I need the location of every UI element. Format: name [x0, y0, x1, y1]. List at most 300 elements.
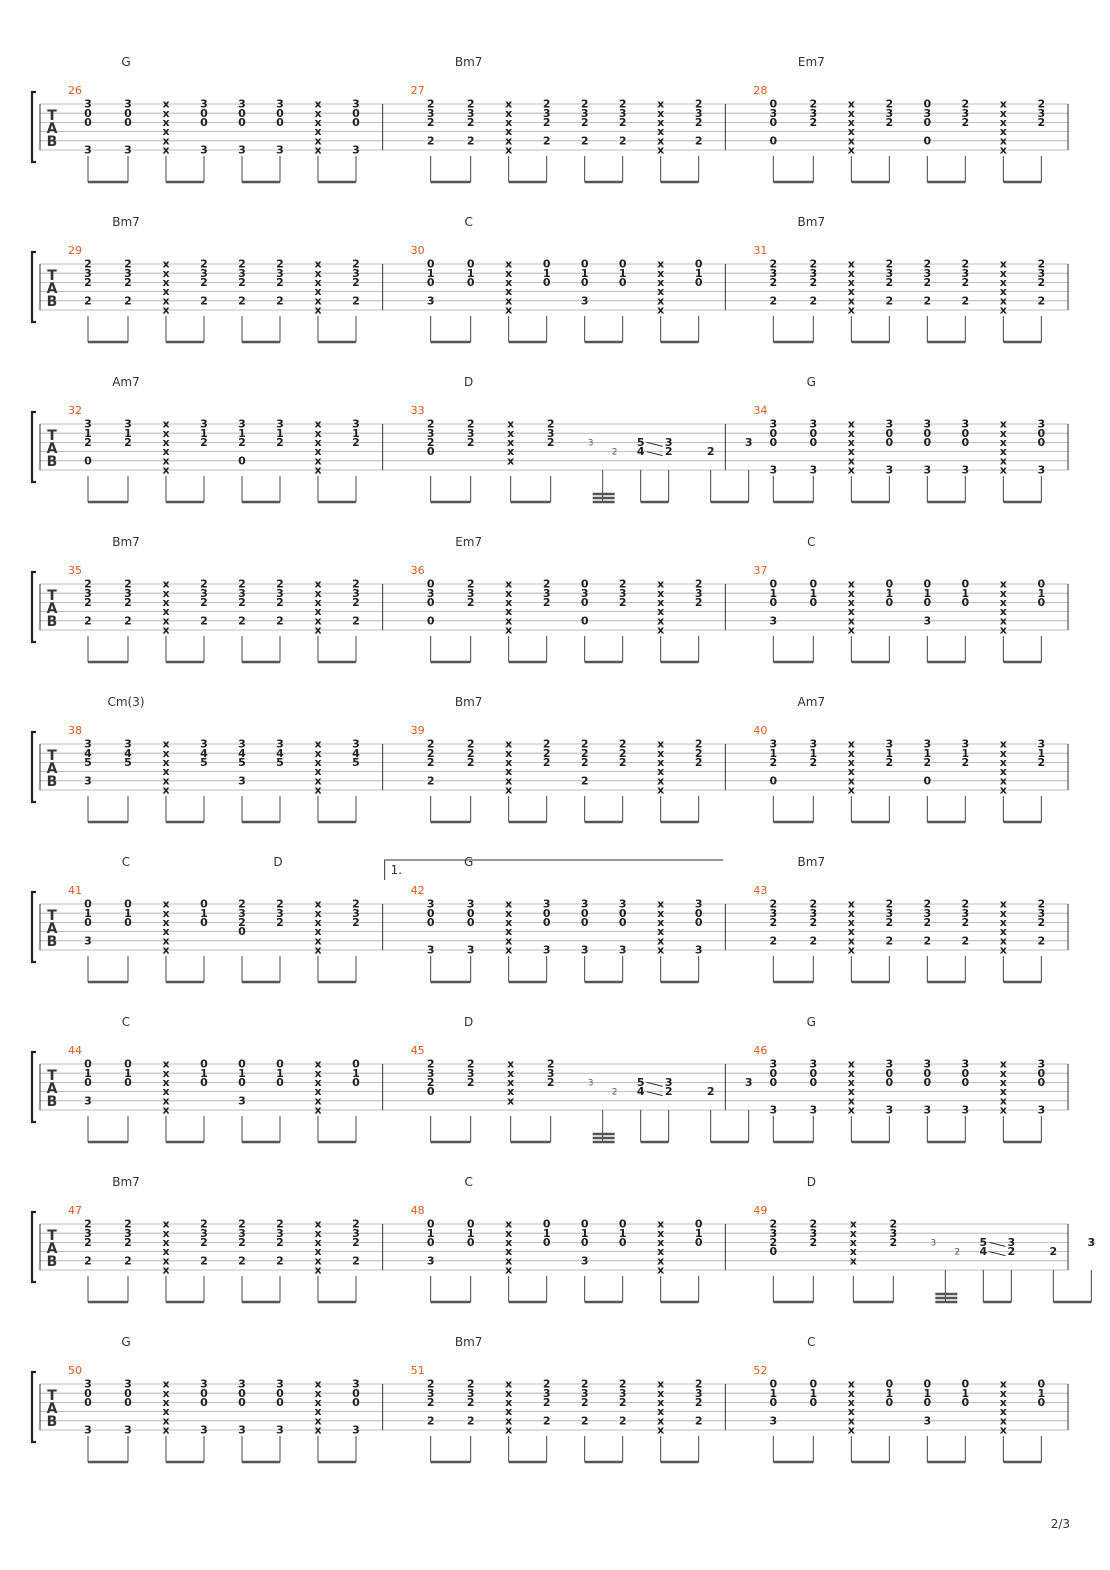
measure-number: 34 [753, 404, 768, 417]
tab-fret: 2 [961, 294, 970, 308]
tab-fret: 2 [809, 276, 818, 289]
tab-fret: 0 [542, 1236, 551, 1249]
tab-fret: 0 [694, 916, 703, 929]
tab-clef-letter: B [46, 774, 58, 790]
muted-note: x [162, 436, 170, 449]
tab-fret: 0 [580, 257, 589, 271]
muted-note: x [507, 445, 515, 459]
tab-fret: 3 [352, 1423, 360, 1437]
tab-fret: 2 [580, 774, 589, 788]
tab-fret: 2 [542, 1414, 551, 1428]
tab-fret: 3 [124, 1377, 132, 1391]
muted-note: x [314, 1414, 322, 1428]
tab-fret: 2 [1037, 276, 1046, 289]
tab-fret: 2 [809, 897, 818, 911]
muted-note: x [999, 294, 1007, 308]
tab-fret: 3 [1037, 417, 1046, 431]
tab-fret: 0 [961, 1396, 970, 1409]
muted-note: x [505, 943, 513, 957]
muted-note: x [314, 577, 322, 591]
tab-fret: 3 [238, 97, 246, 111]
measure-number: 28 [753, 84, 768, 97]
tab-fret: 3 [769, 1103, 778, 1117]
muted-note: x [162, 1263, 170, 1277]
muted-note: x [657, 1245, 665, 1259]
muted-note: x [847, 1094, 855, 1108]
measure-number: 27 [410, 84, 425, 97]
tab-fret: 3 [618, 586, 627, 600]
tab-fret: 0 [84, 454, 92, 468]
muted-note: x [847, 577, 855, 591]
tab-fret: 5 [124, 756, 132, 769]
muted-note: x [162, 1245, 170, 1259]
tab-fret: 3 [885, 106, 894, 120]
tab-fret: 0 [276, 1076, 284, 1089]
tab-fret: 2 [1037, 116, 1046, 129]
volta-label: 1. [390, 863, 403, 877]
tab-fret: 2 [769, 934, 778, 948]
tab-fret: 2 [618, 577, 627, 591]
muted-note: x [162, 1405, 170, 1419]
tab-fret: 2 [769, 1217, 778, 1231]
muted-note: x [314, 1236, 322, 1249]
tab-fret: 2 [961, 276, 970, 289]
tab-fret: 2 [238, 614, 246, 628]
muted-note: x [162, 774, 170, 788]
tab-fret: 3 [238, 906, 246, 920]
muted-note: x [999, 623, 1007, 637]
chord-name: Em7 [797, 55, 825, 69]
muted-note: x [999, 1094, 1007, 1108]
tab-fret: 3 [276, 1423, 284, 1437]
muted-note: x [314, 756, 322, 769]
muted-note: x [847, 276, 855, 289]
tab-fret: 0 [466, 1217, 475, 1231]
tab-fret: 0 [694, 276, 703, 289]
muted-note: x [314, 1377, 322, 1391]
muted-note: x [162, 737, 170, 751]
tab-fret: 2 [580, 756, 589, 769]
tab-fret: 3 [580, 1254, 589, 1268]
tab-fret: 0 [618, 257, 627, 271]
tab-fret: 0 [923, 774, 932, 788]
tab-fret: 0 [769, 116, 778, 129]
measure-number: 42 [410, 884, 425, 897]
tab-fret: 0 [769, 436, 778, 449]
tab-fret: 2 [238, 577, 246, 591]
chord-name: C [464, 1175, 473, 1189]
muted-note: x [999, 1396, 1007, 1409]
tab-fret: 1 [1037, 586, 1046, 600]
tab-fret: 2 [466, 756, 475, 769]
tab-fret: 3 [1037, 106, 1046, 120]
muted-note: x [999, 1076, 1007, 1089]
measure-number: 40 [753, 724, 768, 737]
tab-fret: 3 [809, 1226, 818, 1240]
muted-note: x [507, 1085, 515, 1099]
tab-fret: 3 [546, 1066, 555, 1080]
tab-fret: 3 [200, 266, 208, 280]
muted-note: x [657, 737, 665, 751]
tab-fret: 3 [200, 417, 208, 431]
tab-fret: 2 [885, 897, 894, 911]
muted-note: x [505, 1226, 513, 1240]
tab-fret: 0 [961, 426, 970, 440]
muted-note: x [999, 116, 1007, 129]
muted-note: x [314, 746, 322, 760]
tab-fret: 0 [466, 906, 475, 920]
muted-note: x [162, 1236, 170, 1249]
muted-note: x [847, 756, 855, 769]
tab-fret: 0 [238, 1396, 246, 1409]
muted-note: x [314, 1423, 322, 1437]
tab-clef-letter: B [46, 1254, 58, 1270]
tab-fret: 3 [580, 294, 589, 308]
tab-fret: 3 [84, 1423, 92, 1437]
muted-note: x [847, 1386, 855, 1400]
tab-clef-letter: T [47, 588, 57, 604]
tab-fret: 5 [636, 1076, 645, 1089]
tab-fret: 0 [426, 614, 435, 628]
muted-note: x [999, 614, 1007, 628]
tab-fret: 1 [961, 1386, 970, 1400]
muted-note: x [314, 134, 322, 148]
tab-fret: 3 [124, 737, 132, 751]
tab-fret: 0 [769, 1377, 778, 1391]
tab-fret: 0 [580, 906, 589, 920]
muted-note: x [314, 97, 322, 111]
tab-fret: 0 [923, 116, 932, 129]
muted-note: x [505, 1217, 513, 1231]
muted-note: x [657, 1254, 665, 1268]
muted-note: x [999, 285, 1007, 299]
tab-fret: 4 [200, 746, 208, 760]
muted-note: x [657, 266, 665, 280]
tab-fret: 3 [809, 417, 818, 431]
tab-fret: 5 [979, 1236, 988, 1249]
muted-note: x [505, 925, 513, 939]
tab-fret: 4 [636, 445, 645, 459]
tab-fret: 3 [84, 737, 92, 751]
tab-fret: 2 [426, 774, 435, 788]
muted-note: x [657, 276, 665, 289]
tab-fret: 2 [542, 1377, 551, 1391]
tab-fret: 3 [694, 897, 703, 911]
tab-fret: 0 [426, 596, 435, 609]
tab-fret: 0 [200, 1076, 208, 1089]
tab-fret: 0 [961, 596, 970, 609]
tab-fret: 0 [1037, 1066, 1046, 1080]
tab-fret: 2 [200, 577, 208, 591]
tab-fret: 2 [276, 257, 284, 271]
muted-note: x [847, 765, 855, 779]
tab-fret: 2 [352, 436, 360, 449]
tab-fret: 3 [238, 774, 246, 788]
muted-note: x [162, 906, 170, 920]
tab-fret: 0 [923, 596, 932, 609]
tab-fret: 0 [238, 925, 246, 939]
tab-fret: 3 [809, 737, 818, 751]
tab-fret: 3 [885, 417, 894, 431]
measure-number: 36 [410, 564, 425, 577]
tab-fret: 0 [200, 916, 208, 929]
chord-name: G [806, 375, 816, 389]
muted-note: x [162, 303, 170, 317]
tab-fret: 2 [426, 436, 435, 449]
tab-fret: 3 [276, 143, 284, 157]
tab-fret: 0 [618, 916, 627, 929]
tab-fret: 3 [426, 1254, 435, 1268]
tab-fret: 2 [426, 1377, 435, 1391]
tab-fret: 2 [352, 257, 360, 271]
tab-fret: 4 [84, 746, 92, 760]
tab-fret: 2 [352, 1217, 360, 1231]
muted-note: x [657, 303, 665, 317]
tab-fret: 3 [809, 463, 818, 477]
tab-fret: 2 [352, 897, 360, 911]
tab-fret: 2 [809, 1236, 818, 1249]
tab-fret: 3 [84, 97, 92, 111]
tab-fret: 1 [961, 586, 970, 600]
muted-note: x [314, 605, 322, 619]
muted-note: x [847, 143, 855, 157]
tab-fret: 0 [809, 436, 818, 449]
muted-note: x [314, 737, 322, 751]
muted-note: x [505, 116, 513, 129]
tab-fret: 3 [961, 737, 970, 751]
tab-fret: 0 [809, 1066, 818, 1080]
tab-fret: 3 [809, 266, 818, 280]
tab-fret: 2 [885, 916, 894, 929]
muted-note: x [314, 925, 322, 939]
tab-fret: 3 [809, 1103, 818, 1117]
tab-fret: 2 [238, 897, 246, 911]
tab-fret: 2 [961, 257, 970, 271]
tab-fret: 0 [276, 1396, 284, 1409]
chord-name: C [807, 535, 816, 549]
tab-clef-letter: T [47, 108, 57, 124]
muted-note: x [999, 1405, 1007, 1419]
tab-clef-letter: A [46, 601, 58, 617]
tab-fret: 0 [1037, 596, 1046, 609]
tab-fret: 1 [694, 1226, 703, 1240]
tab-fret: 3 [889, 1226, 898, 1240]
tab-fret: 0 [618, 1217, 627, 1231]
tab-fret: 0 [542, 257, 551, 271]
tab-fret: 2 [1037, 916, 1046, 929]
tab-fret: 1 [769, 746, 778, 760]
tab-fret: 2 [426, 1396, 435, 1409]
muted-note: x [314, 1066, 322, 1080]
tab-fret: 1 [276, 426, 284, 440]
tab-fret: 2 [238, 276, 246, 289]
tab-fret: 2 [200, 436, 208, 449]
tab-fret: 0 [1037, 1076, 1046, 1089]
tab-fret: 3 [200, 586, 208, 600]
muted-note: x [505, 756, 513, 769]
tab-fret: 3 [618, 943, 627, 957]
tab-fret: 0 [809, 596, 818, 609]
muted-note: x [847, 97, 855, 111]
tab-clef-letter: B [46, 1094, 58, 1110]
measure-number: 31 [753, 244, 768, 257]
tab-fret: 3 [580, 943, 589, 957]
tab-fret: 2 [542, 737, 551, 751]
tab-fret: 0 [1037, 1396, 1046, 1409]
muted-note: x [657, 586, 665, 600]
tab-fret: 3 [580, 106, 589, 120]
chord-name: D [806, 1175, 816, 1189]
tab-fret: 0 [1037, 426, 1046, 440]
tab-fret: 0 [961, 1377, 970, 1391]
muted-note: x [847, 1066, 855, 1080]
muted-note: x [162, 1254, 170, 1268]
tab-fret: 0 [238, 1057, 246, 1071]
muted-note: x [999, 916, 1007, 929]
tab-fret: 0 [200, 106, 208, 120]
tab-fret: 3 [466, 106, 475, 120]
muted-note: x [999, 906, 1007, 920]
tab-fret: 0 [84, 1386, 92, 1400]
muted-note: x [847, 1057, 855, 1071]
muted-note: x [999, 765, 1007, 779]
tab-fret: 3 [923, 737, 932, 751]
tab-fret: 3 [84, 934, 92, 948]
slide-line [647, 442, 663, 446]
tab-fret: 2 [238, 1217, 246, 1231]
muted-note: x [505, 623, 513, 637]
tab-fret: 3 [885, 737, 894, 751]
muted-note: x [314, 445, 322, 459]
muted-note: x [162, 623, 170, 637]
tab-fret: 1 [618, 1226, 627, 1240]
tab-fret: 2 [466, 1396, 475, 1409]
tab-fret: 2 [546, 1057, 555, 1071]
tab-clef-letter: T [47, 748, 57, 764]
muted-note: x [999, 1085, 1007, 1099]
tab-fret: 3 [426, 426, 435, 440]
tab-fret: 0 [542, 276, 551, 289]
muted-note: x [505, 737, 513, 751]
chord-name: Bm7 [454, 695, 483, 709]
muted-note: x [507, 1094, 515, 1108]
tab-fret: 2 [706, 445, 715, 459]
tab-fret: 3 [1037, 1103, 1046, 1117]
grace-fret: 2 [611, 1087, 618, 1098]
tab-fret: 0 [352, 1386, 360, 1400]
tab-fret: 3 [84, 1377, 92, 1391]
muted-note: x [162, 445, 170, 459]
tab-fret: 3 [769, 1226, 778, 1240]
tab-fret: 3 [352, 143, 360, 157]
tab-fret: 2 [618, 746, 627, 760]
muted-note: x [162, 577, 170, 591]
tab-fret: 0 [426, 1217, 435, 1231]
muted-note: x [999, 605, 1007, 619]
tab-fret: 0 [769, 596, 778, 609]
tab-fret: 1 [426, 1226, 435, 1240]
tab-fret: 0 [200, 1057, 208, 1071]
chord-name: G [121, 55, 131, 69]
tab-clef-letter: B [46, 934, 58, 950]
tab-fret: 0 [238, 1386, 246, 1400]
muted-note: x [314, 1386, 322, 1400]
tab-fret: 0 [1037, 577, 1046, 591]
tab-clef-letter: A [46, 921, 58, 937]
chord-name: Bm7 [454, 1335, 483, 1349]
muted-note: x [999, 125, 1007, 139]
muted-note: x [162, 257, 170, 271]
tab-fret: 3 [923, 1414, 932, 1428]
muted-note: x [657, 756, 665, 769]
tab-fret: 3 [466, 943, 475, 957]
tab-fret: 2 [546, 436, 555, 449]
tab-fret: 1 [809, 586, 818, 600]
tab-fret: 0 [124, 1076, 132, 1089]
muted-note: x [162, 1103, 170, 1117]
tab-fret: 2 [961, 756, 970, 769]
muted-note: x [505, 276, 513, 289]
tab-fret: 3 [238, 1377, 246, 1391]
muted-note: x [162, 1377, 170, 1391]
tab-fret: 4 [352, 746, 360, 760]
tab-fret: 4 [276, 746, 284, 760]
muted-note: x [999, 577, 1007, 591]
tab-fret: 3 [769, 614, 778, 628]
tab-fret: 0 [769, 577, 778, 591]
tab-fret: 3 [238, 586, 246, 600]
tab-fret: 3 [1037, 463, 1046, 477]
tab-fret: 0 [580, 596, 589, 609]
tab-fret: 1 [426, 266, 435, 280]
tab-fret: 1 [580, 266, 589, 280]
muted-note: x [505, 1405, 513, 1419]
tab-fret: 2 [618, 116, 627, 129]
tab-fret: 1 [923, 586, 932, 600]
muted-note: x [999, 774, 1007, 788]
tab-fret: 0 [885, 1377, 894, 1391]
tab-fret: 2 [769, 276, 778, 289]
system-bracket [32, 1052, 36, 1122]
tab-fret: 0 [769, 1066, 778, 1080]
muted-note: x [657, 106, 665, 120]
muted-note: x [505, 266, 513, 280]
muted-note: x [505, 596, 513, 609]
tab-fret: 3 [426, 1066, 435, 1080]
tab-fret: 1 [352, 1066, 360, 1080]
tab-fret: 2 [809, 934, 818, 948]
chord-name: Bm7 [797, 215, 826, 229]
tab-fret: 2 [352, 1254, 360, 1268]
tab-fret: 2 [694, 116, 703, 129]
measure-number: 46 [753, 1044, 768, 1057]
tab-fret: 0 [923, 1076, 932, 1089]
tab-fret: 2 [618, 1396, 627, 1409]
tab-fret: 2 [885, 934, 894, 948]
chord-name: Bm7 [112, 535, 140, 549]
muted-note: x [505, 97, 513, 111]
muted-note: x [505, 577, 513, 591]
muted-note: x [847, 1377, 855, 1391]
tab-fret: 2 [200, 276, 208, 289]
measure-number: 38 [68, 724, 82, 737]
system-bracket [32, 892, 36, 962]
muted-note: x [507, 426, 515, 440]
tab-fret: 3 [694, 586, 703, 600]
muted-note: x [999, 426, 1007, 440]
tab-fret: 0 [466, 257, 475, 271]
tab-fret: 2 [276, 916, 284, 929]
